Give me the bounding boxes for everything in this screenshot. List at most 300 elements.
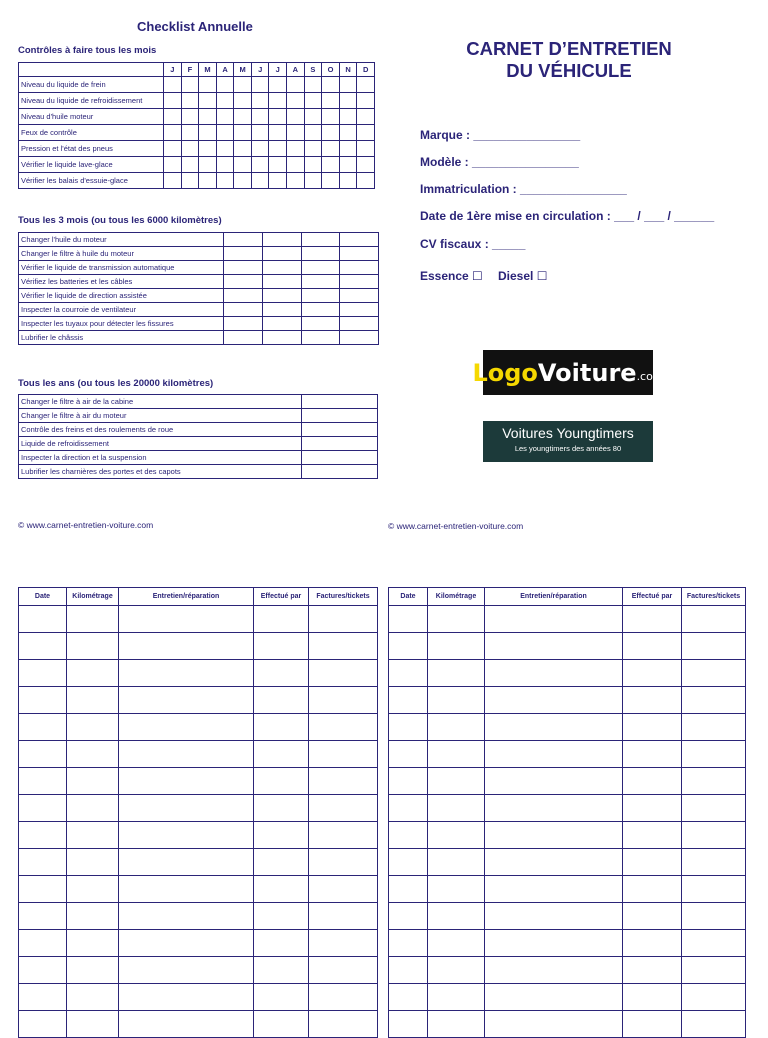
monthly-check-cell[interactable]: [164, 109, 182, 125]
monthly-check-cell[interactable]: [269, 109, 287, 125]
log-cell[interactable]: [623, 930, 682, 957]
log-cell[interactable]: [389, 660, 428, 687]
log-cell[interactable]: [309, 957, 378, 984]
log-cell[interactable]: [485, 930, 623, 957]
log-cell[interactable]: [682, 984, 746, 1011]
monthly-check-cell[interactable]: [287, 77, 305, 93]
monthly-check-cell[interactable]: [216, 125, 234, 141]
log-cell[interactable]: [119, 795, 254, 822]
log-cell[interactable]: [428, 957, 485, 984]
log-cell[interactable]: [623, 957, 682, 984]
monthly-check-cell[interactable]: [164, 157, 182, 173]
monthly-check-cell[interactable]: [269, 157, 287, 173]
log-cell[interactable]: [67, 930, 119, 957]
monthly-check-cell[interactable]: [234, 93, 252, 109]
yearly-check-cell[interactable]: [302, 451, 378, 465]
log-cell[interactable]: [428, 633, 485, 660]
log-cell[interactable]: [19, 714, 67, 741]
log-cell[interactable]: [428, 714, 485, 741]
monthly-check-cell[interactable]: [181, 157, 199, 173]
monthly-check-cell[interactable]: [251, 77, 269, 93]
monthly-check-cell[interactable]: [269, 93, 287, 109]
log-cell[interactable]: [309, 741, 378, 768]
log-cell[interactable]: [67, 1011, 119, 1038]
log-cell[interactable]: [254, 876, 309, 903]
yearly-check-cell[interactable]: [302, 423, 378, 437]
log-cell[interactable]: [389, 1011, 428, 1038]
log-cell[interactable]: [19, 687, 67, 714]
monthly-check-cell[interactable]: [287, 125, 305, 141]
quarterly-check-cell[interactable]: [224, 331, 263, 345]
log-cell[interactable]: [119, 903, 254, 930]
monthly-check-cell[interactable]: [322, 157, 340, 173]
quarterly-check-cell[interactable]: [340, 275, 379, 289]
quarterly-check-cell[interactable]: [301, 275, 340, 289]
quarterly-item-label: Changer l'huile du moteur: [19, 233, 224, 247]
monthly-check-cell[interactable]: [339, 93, 357, 109]
quarterly-check-cell[interactable]: [224, 247, 263, 261]
monthly-check-cell[interactable]: [164, 93, 182, 109]
monthly-check-cell[interactable]: [339, 157, 357, 173]
quarterly-check-cell[interactable]: [262, 331, 301, 345]
log-cell[interactable]: [119, 660, 254, 687]
log-cell[interactable]: [623, 849, 682, 876]
log-cell[interactable]: [254, 1011, 309, 1038]
log-cell[interactable]: [682, 741, 746, 768]
log-cell[interactable]: [19, 606, 67, 633]
log-cell[interactable]: [119, 876, 254, 903]
monthly-check-cell[interactable]: [164, 77, 182, 93]
log-cell[interactable]: [623, 795, 682, 822]
log-cell[interactable]: [309, 660, 378, 687]
quarterly-check-cell[interactable]: [224, 289, 263, 303]
log-cell[interactable]: [623, 984, 682, 1011]
log-cell[interactable]: [389, 822, 428, 849]
log-cell[interactable]: [19, 822, 67, 849]
log-cell[interactable]: [19, 957, 67, 984]
monthly-check-cell[interactable]: [357, 173, 375, 189]
monthly-check-cell[interactable]: [322, 77, 340, 93]
monthly-check-cell[interactable]: [164, 173, 182, 189]
monthly-check-cell[interactable]: [234, 173, 252, 189]
log-cell[interactable]: [67, 903, 119, 930]
monthly-check-cell[interactable]: [287, 157, 305, 173]
log-cell[interactable]: [309, 714, 378, 741]
log-cell[interactable]: [254, 633, 309, 660]
monthly-check-cell[interactable]: [339, 109, 357, 125]
log-cell[interactable]: [119, 822, 254, 849]
cv-fiscaux-field[interactable]: CV fiscaux : _____: [420, 237, 526, 251]
quarterly-check-cell[interactable]: [340, 331, 379, 345]
log-cell[interactable]: [67, 795, 119, 822]
quarterly-check-cell[interactable]: [301, 317, 340, 331]
log-cell[interactable]: [682, 795, 746, 822]
log-cell[interactable]: [428, 984, 485, 1011]
log-cell[interactable]: [119, 984, 254, 1011]
log-cell[interactable]: [428, 903, 485, 930]
quarterly-check-cell[interactable]: [301, 247, 340, 261]
quarterly-check-cell[interactable]: [224, 303, 263, 317]
monthly-check-cell[interactable]: [199, 109, 217, 125]
log-cell[interactable]: [254, 795, 309, 822]
log-cell[interactable]: [67, 768, 119, 795]
log-cell[interactable]: [19, 660, 67, 687]
quarterly-check-cell[interactable]: [340, 247, 379, 261]
log-cell[interactable]: [309, 876, 378, 903]
monthly-check-cell[interactable]: [216, 157, 234, 173]
log-row: [19, 849, 378, 876]
log-cell[interactable]: [19, 876, 67, 903]
log-row: [19, 687, 378, 714]
log-cell[interactable]: [19, 741, 67, 768]
modele-field[interactable]: Modèle : ________________: [420, 155, 579, 169]
month-header: J: [251, 63, 269, 77]
yearly-check-cell[interactable]: [302, 409, 378, 423]
log-cell[interactable]: [309, 903, 378, 930]
monthly-check-cell[interactable]: [357, 93, 375, 109]
log-cell[interactable]: [428, 930, 485, 957]
log-cell[interactable]: [389, 741, 428, 768]
log-cell[interactable]: [254, 606, 309, 633]
monthly-check-cell[interactable]: [322, 173, 340, 189]
quarterly-check-cell[interactable]: [262, 289, 301, 303]
immatriculation-field[interactable]: Immatriculation : ________________: [420, 182, 627, 196]
monthly-check-cell[interactable]: [199, 93, 217, 109]
log-cell[interactable]: [254, 849, 309, 876]
log-cell[interactable]: [485, 876, 623, 903]
log-cell[interactable]: [682, 930, 746, 957]
log-cell[interactable]: [623, 903, 682, 930]
log-cell[interactable]: [254, 768, 309, 795]
monthly-check-cell[interactable]: [234, 157, 252, 173]
log-cell[interactable]: [485, 903, 623, 930]
log-cell[interactable]: [623, 606, 682, 633]
log-cell[interactable]: [19, 768, 67, 795]
log-cell[interactable]: [254, 903, 309, 930]
log-cell[interactable]: [623, 714, 682, 741]
log-cell[interactable]: [428, 1011, 485, 1038]
monthly-check-cell[interactable]: [322, 109, 340, 125]
monthly-check-cell[interactable]: [251, 109, 269, 125]
monthly-check-cell[interactable]: [251, 125, 269, 141]
log-cell[interactable]: [309, 795, 378, 822]
log-cell[interactable]: [309, 849, 378, 876]
log-cell[interactable]: [428, 822, 485, 849]
log-cell[interactable]: [119, 1011, 254, 1038]
log-cell[interactable]: [309, 1011, 378, 1038]
log-cell[interactable]: [119, 606, 254, 633]
monthly-check-cell[interactable]: [216, 173, 234, 189]
log-cell[interactable]: [682, 1011, 746, 1038]
monthly-check-cell[interactable]: [339, 125, 357, 141]
date-mise-circulation-field[interactable]: Date de 1ère mise en circulation : ___ / ___ / ______: [420, 209, 715, 223]
log-cell[interactable]: [485, 768, 623, 795]
log-cell[interactable]: [309, 768, 378, 795]
quarterly-check-cell[interactable]: [262, 261, 301, 275]
log-cell[interactable]: [309, 822, 378, 849]
quarterly-check-cell[interactable]: [262, 247, 301, 261]
log-cell[interactable]: [309, 633, 378, 660]
monthly-check-cell[interactable]: [181, 173, 199, 189]
log-cell[interactable]: [67, 957, 119, 984]
log-cell[interactable]: [19, 930, 67, 957]
monthly-check-cell[interactable]: [251, 173, 269, 189]
log-cell[interactable]: [485, 957, 623, 984]
monthly-check-cell[interactable]: [234, 141, 252, 157]
log-cell[interactable]: [623, 1011, 682, 1038]
essence-checkbox[interactable]: Essence ☐: [420, 269, 483, 283]
log-cell[interactable]: [682, 714, 746, 741]
monthly-check-cell[interactable]: [339, 141, 357, 157]
log-cell[interactable]: [67, 660, 119, 687]
monthly-check-cell[interactable]: [164, 141, 182, 157]
log-cell[interactable]: [119, 714, 254, 741]
log-cell[interactable]: [485, 984, 623, 1011]
quarterly-check-cell[interactable]: [301, 261, 340, 275]
log-cell[interactable]: [682, 687, 746, 714]
monthly-check-cell[interactable]: [304, 125, 322, 141]
yearly-row: [19, 451, 378, 465]
log-cell[interactable]: [309, 687, 378, 714]
monthly-check-cell[interactable]: [322, 141, 340, 157]
log-cell[interactable]: [119, 930, 254, 957]
log-cell[interactable]: [485, 714, 623, 741]
log-cell[interactable]: [682, 606, 746, 633]
log-cell[interactable]: [682, 849, 746, 876]
log-cell[interactable]: [623, 876, 682, 903]
log-cell[interactable]: [254, 822, 309, 849]
log-cell[interactable]: [67, 714, 119, 741]
log-cell[interactable]: [428, 768, 485, 795]
log-cell[interactable]: [485, 1011, 623, 1038]
quarterly-check-cell[interactable]: [262, 303, 301, 317]
log-cell[interactable]: [254, 714, 309, 741]
log-cell[interactable]: [485, 741, 623, 768]
quarterly-check-cell[interactable]: [262, 275, 301, 289]
monthly-check-cell[interactable]: [357, 77, 375, 93]
log-cell[interactable]: [389, 606, 428, 633]
monthly-check-cell[interactable]: [251, 141, 269, 157]
log-cell[interactable]: [67, 984, 119, 1011]
log-cell[interactable]: [254, 687, 309, 714]
monthly-check-cell[interactable]: [357, 157, 375, 173]
log-cell[interactable]: [19, 984, 67, 1011]
log-cell[interactable]: [67, 606, 119, 633]
log-cell[interactable]: [67, 876, 119, 903]
quarterly-item-label: Changer le filtre à huile du moteur: [19, 247, 224, 261]
log-cell[interactable]: [389, 984, 428, 1011]
log-cell[interactable]: [119, 633, 254, 660]
quarterly-check-cell[interactable]: [224, 261, 263, 275]
log-cell[interactable]: [428, 849, 485, 876]
log-cell[interactable]: [309, 606, 378, 633]
log-cell[interactable]: [67, 849, 119, 876]
log-cell[interactable]: [428, 741, 485, 768]
yearly-check-cell[interactable]: [302, 465, 378, 479]
log-cell[interactable]: [389, 903, 428, 930]
log-cell[interactable]: [309, 930, 378, 957]
monthly-check-cell[interactable]: [287, 173, 305, 189]
log-cell[interactable]: [389, 957, 428, 984]
monthly-check-cell[interactable]: [181, 77, 199, 93]
log-cell[interactable]: [623, 822, 682, 849]
log-cell[interactable]: [389, 687, 428, 714]
monthly-check-cell[interactable]: [181, 125, 199, 141]
log-cell[interactable]: [19, 903, 67, 930]
monthly-check-cell[interactable]: [216, 109, 234, 125]
log-cell[interactable]: [682, 903, 746, 930]
quarterly-check-cell[interactable]: [262, 317, 301, 331]
log-cell[interactable]: [389, 849, 428, 876]
log-cell[interactable]: [389, 930, 428, 957]
log-cell[interactable]: [254, 930, 309, 957]
log-cell[interactable]: [485, 849, 623, 876]
quarterly-check-cell[interactable]: [224, 233, 263, 247]
log-cell[interactable]: [682, 660, 746, 687]
quarterly-check-cell[interactable]: [224, 317, 263, 331]
log-header: Kilométrage: [428, 588, 485, 606]
log-cell[interactable]: [682, 633, 746, 660]
monthly-check-cell[interactable]: [216, 93, 234, 109]
log-cell[interactable]: [389, 714, 428, 741]
log-cell[interactable]: [19, 1011, 67, 1038]
log-cell[interactable]: [485, 633, 623, 660]
log-row: [389, 741, 746, 768]
monthly-check-cell[interactable]: [199, 125, 217, 141]
monthly-check-cell[interactable]: [269, 141, 287, 157]
monthly-check-cell[interactable]: [304, 109, 322, 125]
log-cell[interactable]: [389, 633, 428, 660]
monthly-check-cell[interactable]: [234, 109, 252, 125]
monthly-check-cell[interactable]: [199, 157, 217, 173]
yearly-check-cell[interactable]: [302, 395, 378, 409]
monthly-check-cell[interactable]: [357, 141, 375, 157]
monthly-check-cell[interactable]: [339, 77, 357, 93]
yearly-check-cell[interactable]: [302, 437, 378, 451]
log-cell[interactable]: [428, 687, 485, 714]
monthly-check-cell[interactable]: [322, 93, 340, 109]
log-cell[interactable]: [389, 795, 428, 822]
monthly-check-cell[interactable]: [304, 93, 322, 109]
log-cell[interactable]: [119, 768, 254, 795]
log-row: [389, 876, 746, 903]
log-cell[interactable]: [428, 795, 485, 822]
log-cell[interactable]: [623, 660, 682, 687]
monthly-check-cell[interactable]: [287, 141, 305, 157]
log-cell[interactable]: [428, 606, 485, 633]
log-cell[interactable]: [254, 984, 309, 1011]
marque-field[interactable]: Marque : ________________: [420, 128, 581, 142]
log-cell[interactable]: [485, 606, 623, 633]
diesel-checkbox[interactable]: Diesel ☐: [498, 269, 548, 283]
log-cell[interactable]: [67, 633, 119, 660]
monthly-check-cell[interactable]: [304, 77, 322, 93]
quarterly-check-cell[interactable]: [262, 233, 301, 247]
monthly-check-cell[interactable]: [269, 77, 287, 93]
log-cell[interactable]: [119, 687, 254, 714]
log-cell[interactable]: [682, 957, 746, 984]
monthly-check-cell[interactable]: [234, 77, 252, 93]
quarterly-check-cell[interactable]: [340, 303, 379, 317]
monthly-check-cell[interactable]: [234, 125, 252, 141]
quarterly-check-cell[interactable]: [301, 289, 340, 303]
quarterly-check-cell[interactable]: [340, 261, 379, 275]
log-cell[interactable]: [682, 822, 746, 849]
logo-part-com: .com: [636, 370, 664, 383]
monthly-check-cell[interactable]: [304, 157, 322, 173]
log-cell[interactable]: [485, 687, 623, 714]
log-cell[interactable]: [623, 768, 682, 795]
quarterly-check-cell[interactable]: [340, 233, 379, 247]
log-cell[interactable]: [254, 957, 309, 984]
log-cell[interactable]: [389, 768, 428, 795]
quarterly-check-cell[interactable]: [224, 275, 263, 289]
monthly-check-cell[interactable]: [357, 125, 375, 141]
log-cell[interactable]: [428, 660, 485, 687]
log-cell[interactable]: [623, 687, 682, 714]
log-cell[interactable]: [389, 876, 428, 903]
monthly-check-cell[interactable]: [181, 109, 199, 125]
log-cell[interactable]: [119, 957, 254, 984]
log-cell[interactable]: [19, 633, 67, 660]
log-cell[interactable]: [309, 984, 378, 1011]
monthly-check-cell[interactable]: [164, 125, 182, 141]
monthly-check-cell[interactable]: [181, 93, 199, 109]
log-cell[interactable]: [485, 822, 623, 849]
monthly-check-cell[interactable]: [216, 77, 234, 93]
log-cell[interactable]: [682, 876, 746, 903]
log-cell[interactable]: [67, 822, 119, 849]
quarterly-check-cell[interactable]: [301, 303, 340, 317]
log-cell[interactable]: [119, 849, 254, 876]
quarterly-check-cell[interactable]: [301, 233, 340, 247]
monthly-check-cell[interactable]: [251, 157, 269, 173]
monthly-check-cell[interactable]: [199, 173, 217, 189]
log-cell[interactable]: [254, 660, 309, 687]
monthly-check-cell[interactable]: [199, 77, 217, 93]
monthly-check-cell[interactable]: [216, 141, 234, 157]
log-cell[interactable]: [485, 795, 623, 822]
monthly-check-cell[interactable]: [181, 141, 199, 157]
monthly-check-cell[interactable]: [269, 125, 287, 141]
log-cell[interactable]: [119, 741, 254, 768]
monthly-check-cell[interactable]: [304, 173, 322, 189]
log-cell[interactable]: [254, 741, 309, 768]
monthly-check-cell[interactable]: [269, 173, 287, 189]
monthly-check-cell[interactable]: [357, 109, 375, 125]
log-cell[interactable]: [682, 768, 746, 795]
monthly-check-cell[interactable]: [322, 125, 340, 141]
monthly-check-cell[interactable]: [287, 109, 305, 125]
log-cell[interactable]: [623, 741, 682, 768]
monthly-check-cell[interactable]: [287, 93, 305, 109]
log-cell[interactable]: [19, 795, 67, 822]
monthly-check-cell[interactable]: [304, 141, 322, 157]
quarterly-check-cell[interactable]: [301, 331, 340, 345]
log-cell[interactable]: [67, 687, 119, 714]
monthly-check-cell[interactable]: [251, 93, 269, 109]
monthly-check-cell[interactable]: [339, 173, 357, 189]
log-cell[interactable]: [19, 849, 67, 876]
log-cell[interactable]: [485, 660, 623, 687]
log-cell[interactable]: [67, 741, 119, 768]
log-cell[interactable]: [428, 876, 485, 903]
log-row: [389, 768, 746, 795]
log-cell[interactable]: [623, 633, 682, 660]
monthly-check-cell[interactable]: [199, 141, 217, 157]
quarterly-check-cell[interactable]: [340, 289, 379, 303]
quarterly-check-cell[interactable]: [340, 317, 379, 331]
